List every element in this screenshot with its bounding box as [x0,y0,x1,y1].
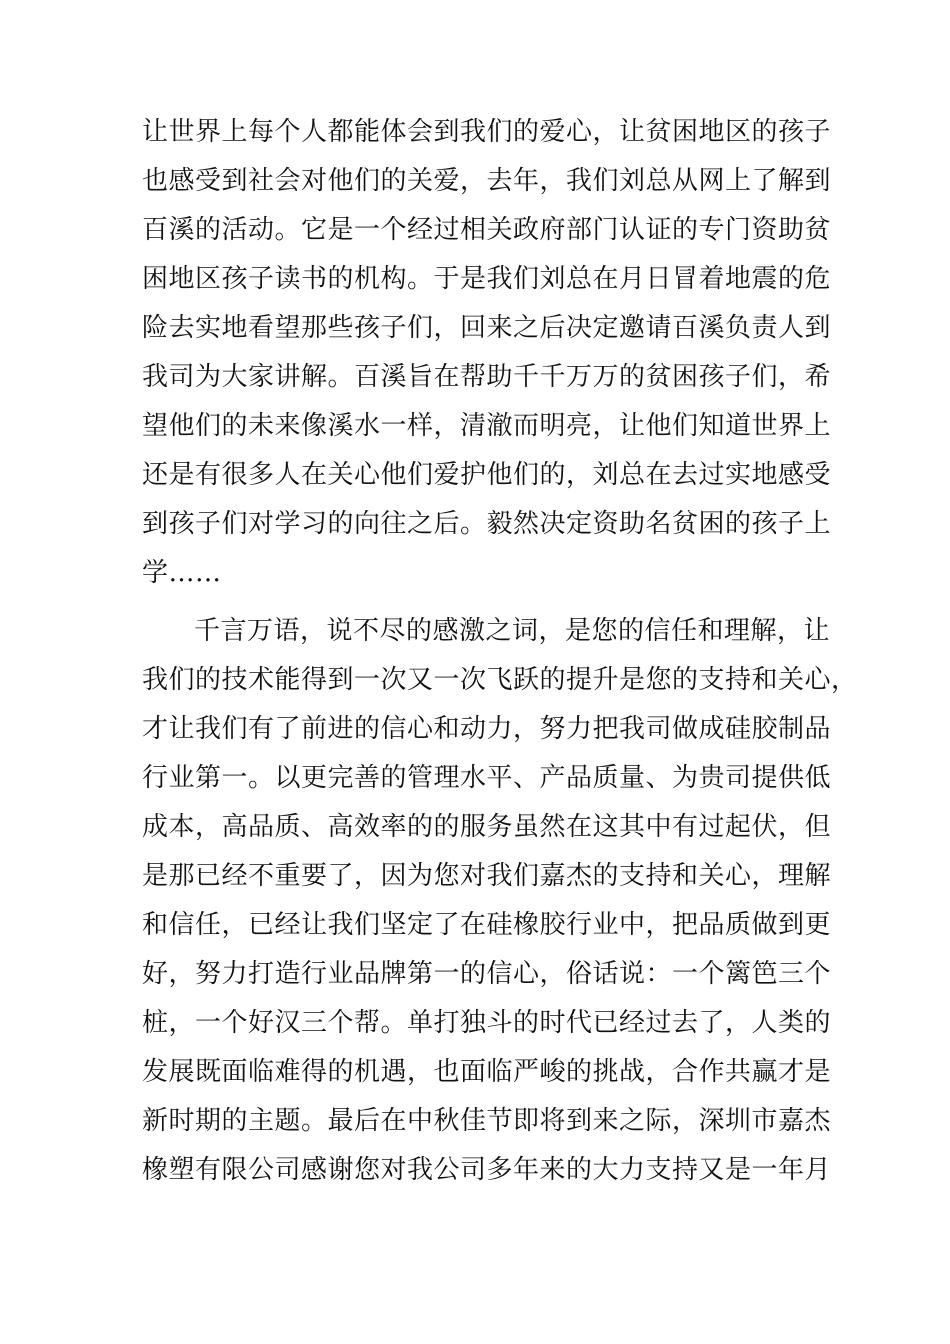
text-line: 才让我们有了前进的信心和动力，努力把我司做成硅胶制品 [142,714,832,744]
text-line: 和信任，已经让我们坚定了在硅橡胶行业中，把品质做到更 [142,910,832,940]
text-line: 我司为大家讲解。百溪旨在帮助千千万万的贫困孩子们，希 [142,362,832,392]
text-line: 学…… [142,558,222,588]
text-line: 成本，高品质、高效率的的服务虽然在这其中有过起伏，但 [142,812,832,842]
paragraph-1 [142,108,832,598]
text-line: 行业第一。以更完善的管理水平、产品质量、为贵司提供低 [142,763,832,793]
text-line: 我们的技术能得到一次又一次飞跃的提升是您的支持和关心， [142,665,858,695]
text-line: 好，努力打造行业品牌第一的信心，俗话说：一个篱笆三个 [142,959,832,989]
text-line: 桩，一个好汉三个帮。单打独斗的时代已经过去了，人类的 [142,1008,832,1038]
text-line: 到孩子们对学习的向往之后。毅然决定资助名贫困的孩子上 [142,509,832,539]
text-line: 橡塑有限公司感谢您对我公司多年来的大力支持又是一年月 [142,1155,832,1185]
text-line: 千言万语，说不尽的感激之词，是您的信任和理解，让 [194,616,831,646]
paragraph-2 [142,607,858,1195]
text-line: 险去实地看望那些孩子们，回来之后决定邀请百溪负责人到 [142,313,832,343]
text-line: 也感受到社会对他们的关爱，去年，我们刘总从网上了解到 [142,166,832,196]
text-line: 让世界上每个人都能体会到我们的爱心，让贫困地区的孩子 [142,117,832,147]
text-line: 发展既面临难得的机遇，也面临严峻的挑战，合作共赢才是 [142,1057,832,1087]
text-line: 困地区孩子读书的机构。于是我们刘总在月日冒着地震的危 [142,264,832,294]
text-line: 百溪的活动。它是一个经过相关政府部门认证的专门资助贫 [142,215,832,245]
text-line: 望他们的未来像溪水一样，清澈而明亮，让他们知道世界上 [142,411,832,441]
text-line: 还是有很多人在关心他们爱护他们的，刘总在去过实地感受 [142,460,832,490]
text-line: 是那已经不重要了，因为您对我们嘉杰的支持和关心，理解 [142,861,832,891]
text-line: 新时期的主题。最后在中秋佳节即将到来之际，深圳市嘉杰 [142,1106,832,1136]
